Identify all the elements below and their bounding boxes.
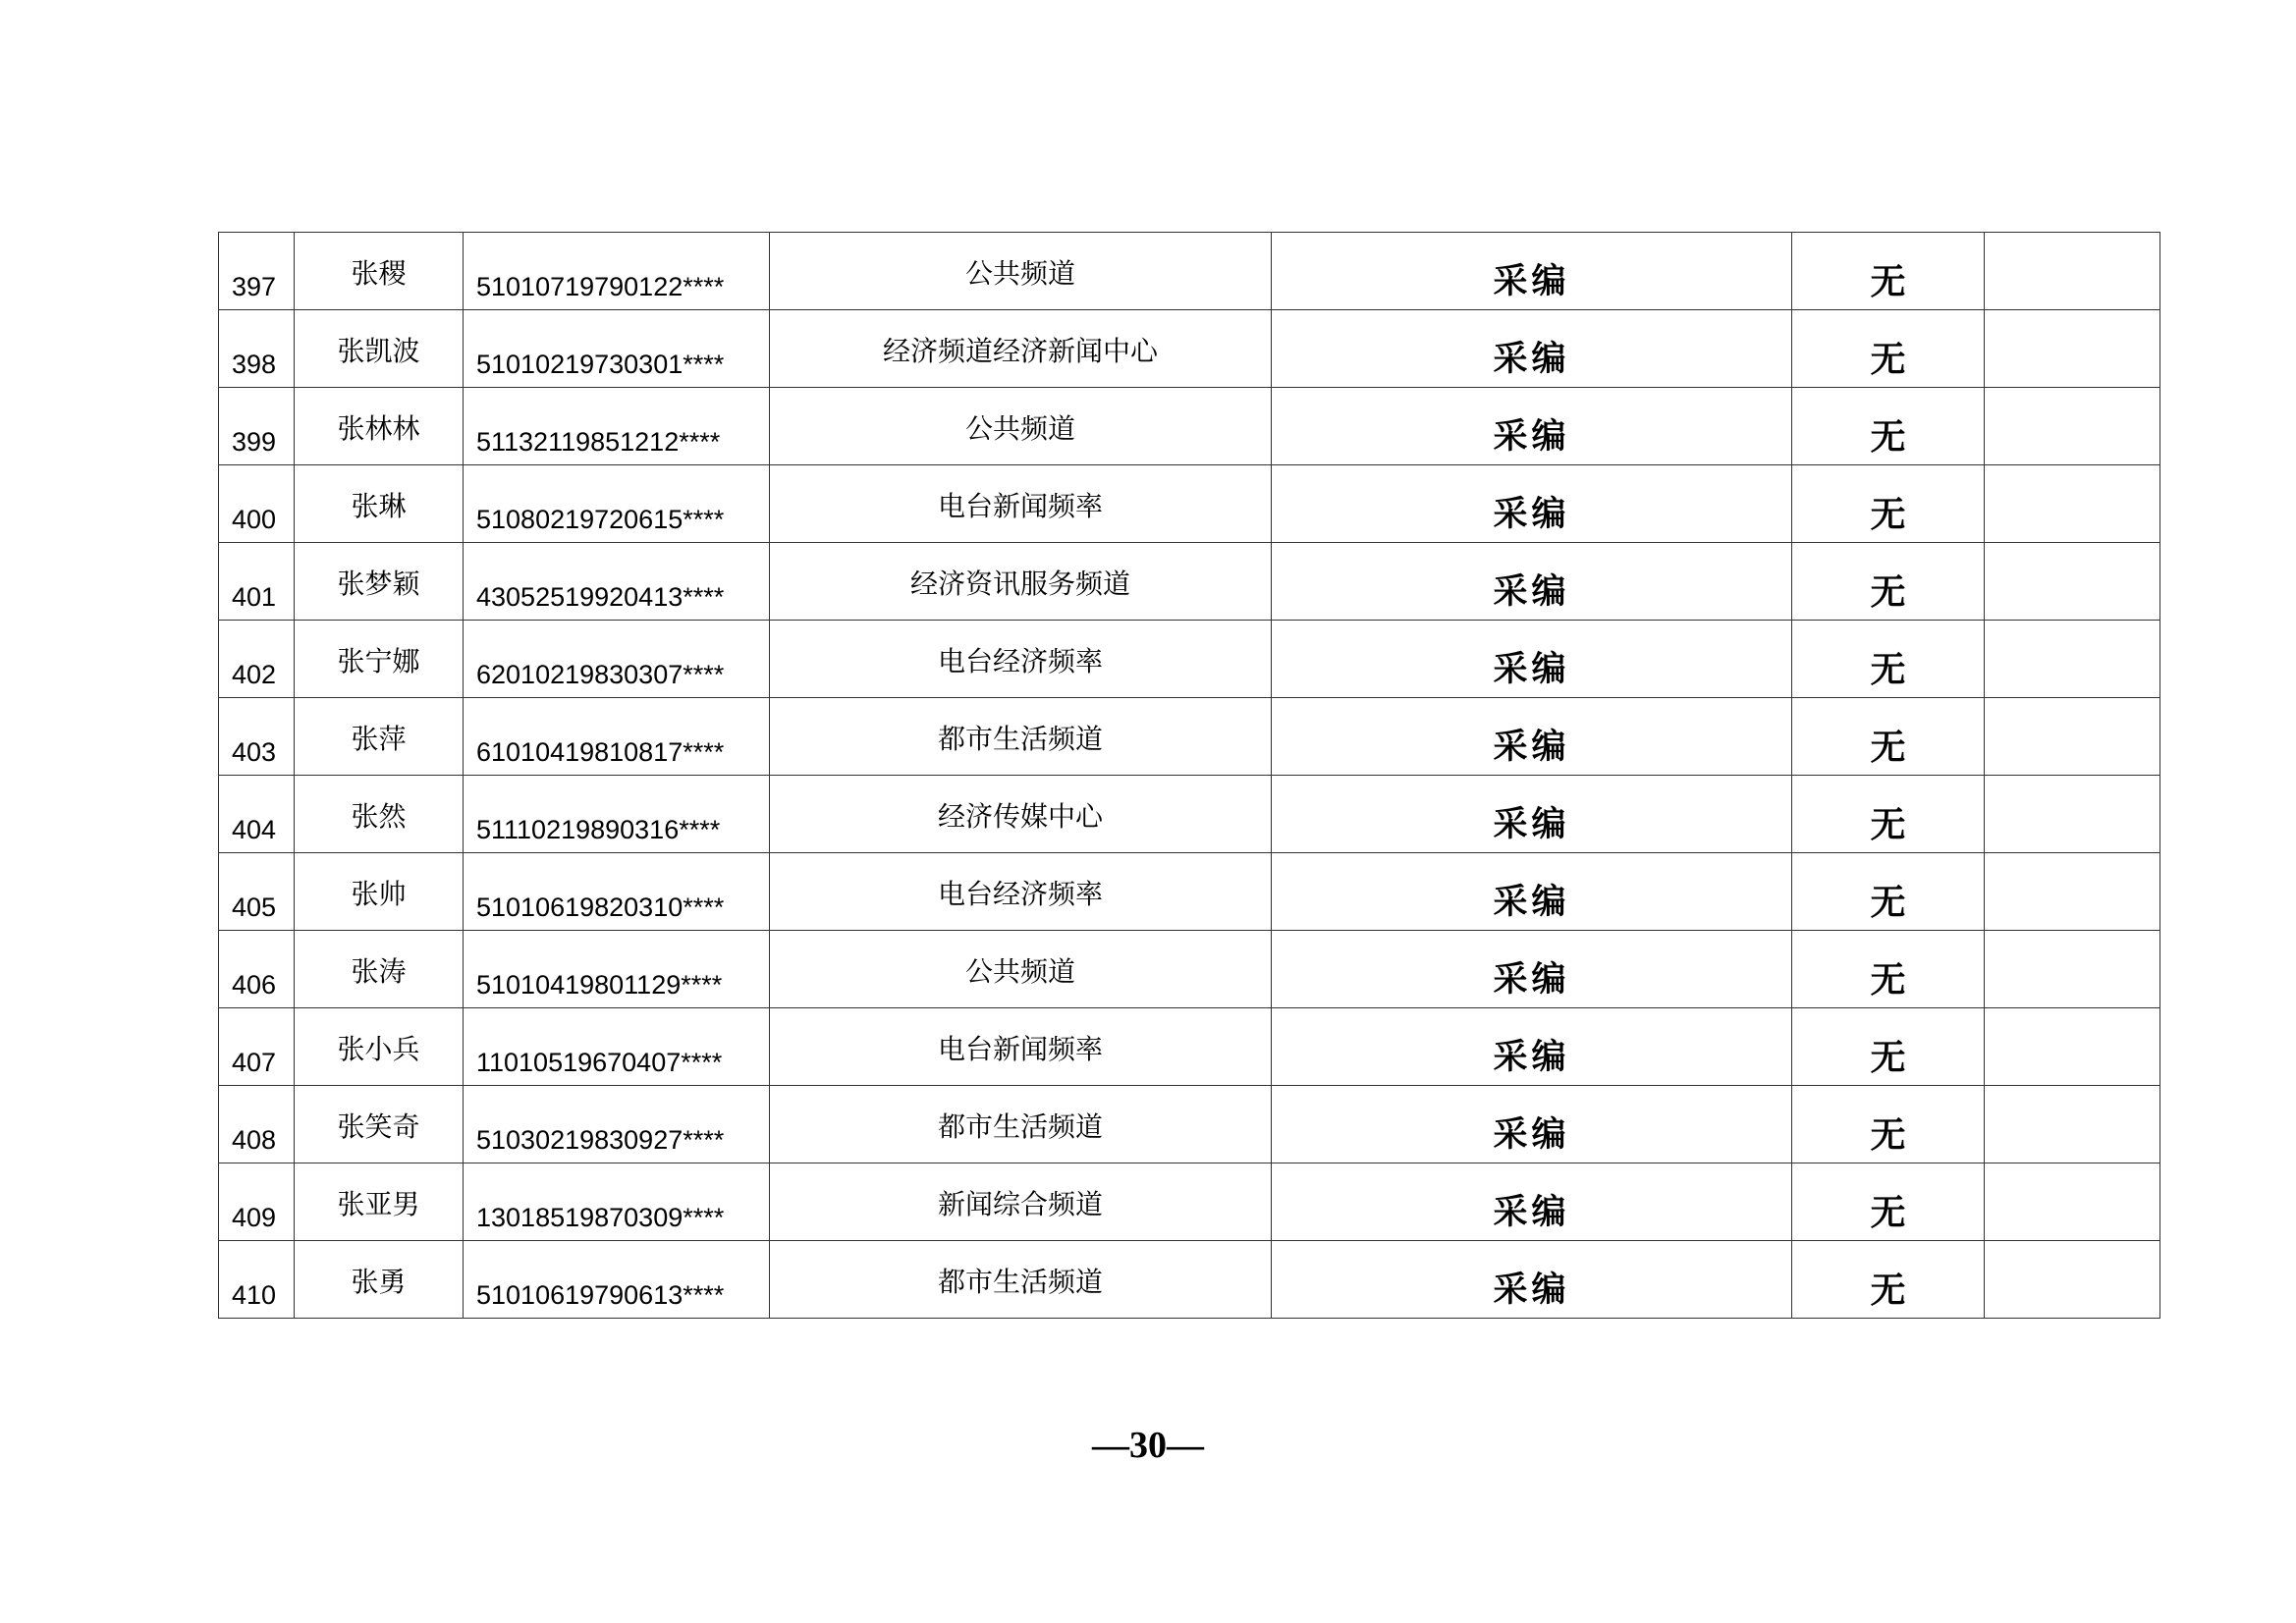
id-cell bbox=[464, 931, 770, 1008]
level-cell bbox=[1792, 310, 1985, 388]
department-cell bbox=[770, 621, 1272, 698]
serial-cell bbox=[219, 310, 295, 388]
note-cell bbox=[1985, 621, 2160, 698]
serial-number: 399 bbox=[232, 427, 277, 457]
table-row bbox=[219, 1008, 2160, 1086]
id-number: 51010219730301**** bbox=[476, 350, 725, 379]
serial-number: 407 bbox=[232, 1048, 277, 1077]
serial-cell bbox=[219, 1008, 295, 1086]
department: 电台经济频率 bbox=[937, 878, 1103, 910]
job-type: 采编 bbox=[1493, 883, 1570, 922]
note-cell bbox=[1985, 1163, 2160, 1241]
table-row bbox=[219, 543, 2160, 621]
table-row bbox=[219, 621, 2160, 698]
note-cell bbox=[1985, 465, 2160, 543]
job-type: 采编 bbox=[1493, 262, 1570, 301]
serial-cell bbox=[219, 1086, 295, 1163]
id-cell bbox=[464, 1008, 770, 1086]
department-cell bbox=[770, 1163, 1272, 1241]
serial-number: 403 bbox=[232, 737, 277, 767]
job-cell bbox=[1272, 1241, 1792, 1319]
department: 经济频道经济新闻中心 bbox=[882, 335, 1158, 367]
name-cell bbox=[295, 310, 464, 388]
id-number: 51010719790122**** bbox=[476, 272, 725, 301]
job-type: 采编 bbox=[1493, 728, 1570, 767]
id-number: 13018519870309**** bbox=[476, 1203, 725, 1232]
serial-cell bbox=[219, 465, 295, 543]
name-cell bbox=[295, 233, 464, 310]
person-name: 张琳 bbox=[351, 490, 407, 522]
department: 经济资讯服务频道 bbox=[909, 568, 1130, 600]
job-type: 采编 bbox=[1493, 495, 1570, 534]
id-cell bbox=[464, 388, 770, 465]
table-row bbox=[219, 310, 2160, 388]
id-cell bbox=[464, 543, 770, 621]
level-value: 无 bbox=[1870, 495, 1906, 535]
job-cell bbox=[1272, 776, 1792, 853]
name-cell bbox=[295, 1163, 464, 1241]
job-cell bbox=[1272, 853, 1792, 931]
department-cell bbox=[770, 776, 1272, 853]
id-cell bbox=[464, 310, 770, 388]
job-type: 采编 bbox=[1493, 417, 1570, 457]
person-name: 张笑奇 bbox=[337, 1110, 420, 1143]
name-cell bbox=[295, 1086, 464, 1163]
job-type: 采编 bbox=[1493, 805, 1570, 844]
level-cell bbox=[1792, 233, 1985, 310]
level-value: 无 bbox=[1870, 1193, 1906, 1233]
job-type: 采编 bbox=[1493, 650, 1570, 689]
note-cell bbox=[1985, 698, 2160, 776]
note-cell bbox=[1985, 1008, 2160, 1086]
person-name: 张凯波 bbox=[337, 335, 420, 367]
id-cell bbox=[464, 776, 770, 853]
table-row bbox=[219, 776, 2160, 853]
person-name: 张勇 bbox=[351, 1266, 407, 1298]
department-cell bbox=[770, 543, 1272, 621]
table-row bbox=[219, 853, 2160, 931]
job-type: 采编 bbox=[1493, 1193, 1570, 1232]
serial-cell bbox=[219, 233, 295, 310]
id-cell bbox=[464, 233, 770, 310]
note-cell bbox=[1985, 1086, 2160, 1163]
serial-number: 398 bbox=[232, 350, 277, 379]
id-number: 51010419801129**** bbox=[476, 970, 723, 1000]
department: 公共频道 bbox=[964, 257, 1075, 290]
name-cell bbox=[295, 1241, 464, 1319]
id-number: 51110219890316**** bbox=[476, 815, 721, 844]
serial-number: 401 bbox=[232, 582, 277, 612]
note-cell bbox=[1985, 776, 2160, 853]
page-number: —30— bbox=[1092, 1425, 1204, 1466]
department: 电台新闻频率 bbox=[937, 1033, 1103, 1065]
table-row bbox=[219, 233, 2160, 310]
person-name: 张涛 bbox=[351, 955, 407, 988]
level-value: 无 bbox=[1870, 1271, 1906, 1311]
level-cell bbox=[1792, 1241, 1985, 1319]
department: 电台新闻频率 bbox=[937, 490, 1103, 522]
level-value: 无 bbox=[1870, 883, 1906, 923]
department: 都市生活频道 bbox=[937, 1266, 1103, 1298]
roster-table-container bbox=[218, 232, 2160, 1319]
job-cell bbox=[1272, 1086, 1792, 1163]
job-cell bbox=[1272, 621, 1792, 698]
job-cell bbox=[1272, 310, 1792, 388]
person-name: 张亚男 bbox=[337, 1188, 420, 1220]
id-cell bbox=[464, 853, 770, 931]
note-cell bbox=[1985, 853, 2160, 931]
job-cell bbox=[1272, 931, 1792, 1008]
serial-number: 410 bbox=[232, 1280, 277, 1310]
person-name: 张小兵 bbox=[337, 1033, 420, 1065]
note-cell bbox=[1985, 233, 2160, 310]
id-cell bbox=[464, 1241, 770, 1319]
job-cell bbox=[1272, 465, 1792, 543]
name-cell bbox=[295, 465, 464, 543]
person-name: 张帅 bbox=[351, 878, 407, 910]
level-cell bbox=[1792, 698, 1985, 776]
note-cell bbox=[1985, 543, 2160, 621]
department: 经济传媒中心 bbox=[937, 800, 1103, 833]
serial-cell bbox=[219, 621, 295, 698]
department: 都市生活频道 bbox=[937, 723, 1103, 755]
level-value: 无 bbox=[1870, 1115, 1906, 1156]
serial-number: 408 bbox=[232, 1125, 277, 1155]
person-name: 张宁娜 bbox=[337, 645, 420, 677]
level-cell bbox=[1792, 465, 1985, 543]
note-cell bbox=[1985, 388, 2160, 465]
person-name: 张林林 bbox=[337, 412, 420, 445]
name-cell bbox=[295, 388, 464, 465]
name-cell bbox=[295, 543, 464, 621]
department-cell bbox=[770, 233, 1272, 310]
department: 都市生活频道 bbox=[937, 1110, 1103, 1143]
job-type: 采编 bbox=[1493, 1115, 1570, 1155]
table-row bbox=[219, 698, 2160, 776]
name-cell bbox=[295, 698, 464, 776]
id-number: 51010619790613**** bbox=[476, 1280, 725, 1310]
serial-cell bbox=[219, 388, 295, 465]
job-cell bbox=[1272, 543, 1792, 621]
name-cell bbox=[295, 853, 464, 931]
table-row bbox=[219, 465, 2160, 543]
department-cell bbox=[770, 1008, 1272, 1086]
department-cell bbox=[770, 388, 1272, 465]
level-cell bbox=[1792, 543, 1985, 621]
serial-cell bbox=[219, 1241, 295, 1319]
person-name: 张稷 bbox=[351, 257, 407, 290]
id-cell bbox=[464, 621, 770, 698]
id-number: 43052519920413**** bbox=[476, 582, 725, 612]
id-number: 51010619820310**** bbox=[476, 893, 725, 922]
level-value: 无 bbox=[1870, 728, 1906, 768]
roster-table bbox=[218, 232, 2160, 1319]
department-cell bbox=[770, 1086, 1272, 1163]
table-row bbox=[219, 931, 2160, 1008]
level-value: 无 bbox=[1870, 262, 1906, 302]
id-number: 62010219830307**** bbox=[476, 660, 725, 689]
serial-cell bbox=[219, 1163, 295, 1241]
job-type: 采编 bbox=[1493, 572, 1570, 612]
department-cell bbox=[770, 698, 1272, 776]
department-cell bbox=[770, 465, 1272, 543]
serial-number: 405 bbox=[232, 893, 277, 922]
level-cell bbox=[1792, 931, 1985, 1008]
department: 公共频道 bbox=[964, 412, 1075, 445]
job-type: 采编 bbox=[1493, 960, 1570, 1000]
level-cell bbox=[1792, 1086, 1985, 1163]
id-number: 61010419810817**** bbox=[476, 737, 725, 767]
serial-number: 409 bbox=[232, 1203, 277, 1232]
id-number: 51080219720615**** bbox=[476, 505, 725, 534]
job-cell bbox=[1272, 1008, 1792, 1086]
department-cell bbox=[770, 931, 1272, 1008]
job-type: 采编 bbox=[1493, 1038, 1570, 1077]
serial-number: 400 bbox=[232, 505, 277, 534]
roster-table-body bbox=[219, 233, 2160, 1319]
note-cell bbox=[1985, 931, 2160, 1008]
level-value: 无 bbox=[1870, 805, 1906, 845]
name-cell bbox=[295, 1008, 464, 1086]
id-cell bbox=[464, 1086, 770, 1163]
serial-number: 397 bbox=[232, 272, 277, 301]
name-cell bbox=[295, 931, 464, 1008]
serial-cell bbox=[219, 776, 295, 853]
level-cell bbox=[1792, 1008, 1985, 1086]
table-row bbox=[219, 1086, 2160, 1163]
department: 电台经济频率 bbox=[937, 645, 1103, 677]
serial-number: 406 bbox=[232, 970, 277, 1000]
job-type: 采编 bbox=[1493, 1271, 1570, 1310]
level-value: 无 bbox=[1870, 960, 1906, 1001]
serial-cell bbox=[219, 853, 295, 931]
serial-cell bbox=[219, 543, 295, 621]
level-cell bbox=[1792, 621, 1985, 698]
level-cell bbox=[1792, 776, 1985, 853]
job-cell bbox=[1272, 388, 1792, 465]
note-cell bbox=[1985, 310, 2160, 388]
department: 新闻综合频道 bbox=[937, 1188, 1103, 1220]
id-cell bbox=[464, 1163, 770, 1241]
level-cell bbox=[1792, 388, 1985, 465]
id-cell bbox=[464, 698, 770, 776]
serial-number: 404 bbox=[232, 815, 277, 844]
level-value: 无 bbox=[1870, 572, 1906, 613]
level-value: 无 bbox=[1870, 417, 1906, 458]
department: 公共频道 bbox=[964, 955, 1075, 988]
job-cell bbox=[1272, 233, 1792, 310]
serial-cell bbox=[219, 698, 295, 776]
level-value: 无 bbox=[1870, 650, 1906, 690]
job-cell bbox=[1272, 1163, 1792, 1241]
level-cell bbox=[1792, 853, 1985, 931]
serial-cell bbox=[219, 931, 295, 1008]
level-value: 无 bbox=[1870, 1038, 1906, 1078]
department-cell bbox=[770, 853, 1272, 931]
note-cell bbox=[1985, 1241, 2160, 1319]
id-number: 51030219830927**** bbox=[476, 1125, 725, 1155]
level-cell bbox=[1792, 1163, 1985, 1241]
table-row bbox=[219, 1163, 2160, 1241]
id-cell bbox=[464, 465, 770, 543]
department-cell bbox=[770, 1241, 1272, 1319]
level-value: 无 bbox=[1870, 340, 1906, 380]
department-cell bbox=[770, 310, 1272, 388]
serial-number: 402 bbox=[232, 660, 277, 689]
person-name: 张梦颖 bbox=[337, 568, 420, 600]
table-row bbox=[219, 388, 2160, 465]
id-number: 11010519670407**** bbox=[476, 1048, 723, 1077]
job-cell bbox=[1272, 698, 1792, 776]
person-name: 张然 bbox=[351, 800, 407, 833]
name-cell bbox=[295, 776, 464, 853]
id-number: 51132119851212**** bbox=[476, 427, 721, 457]
person-name: 张萍 bbox=[351, 723, 407, 755]
job-type: 采编 bbox=[1493, 340, 1570, 379]
table-row bbox=[219, 1241, 2160, 1319]
name-cell bbox=[295, 621, 464, 698]
